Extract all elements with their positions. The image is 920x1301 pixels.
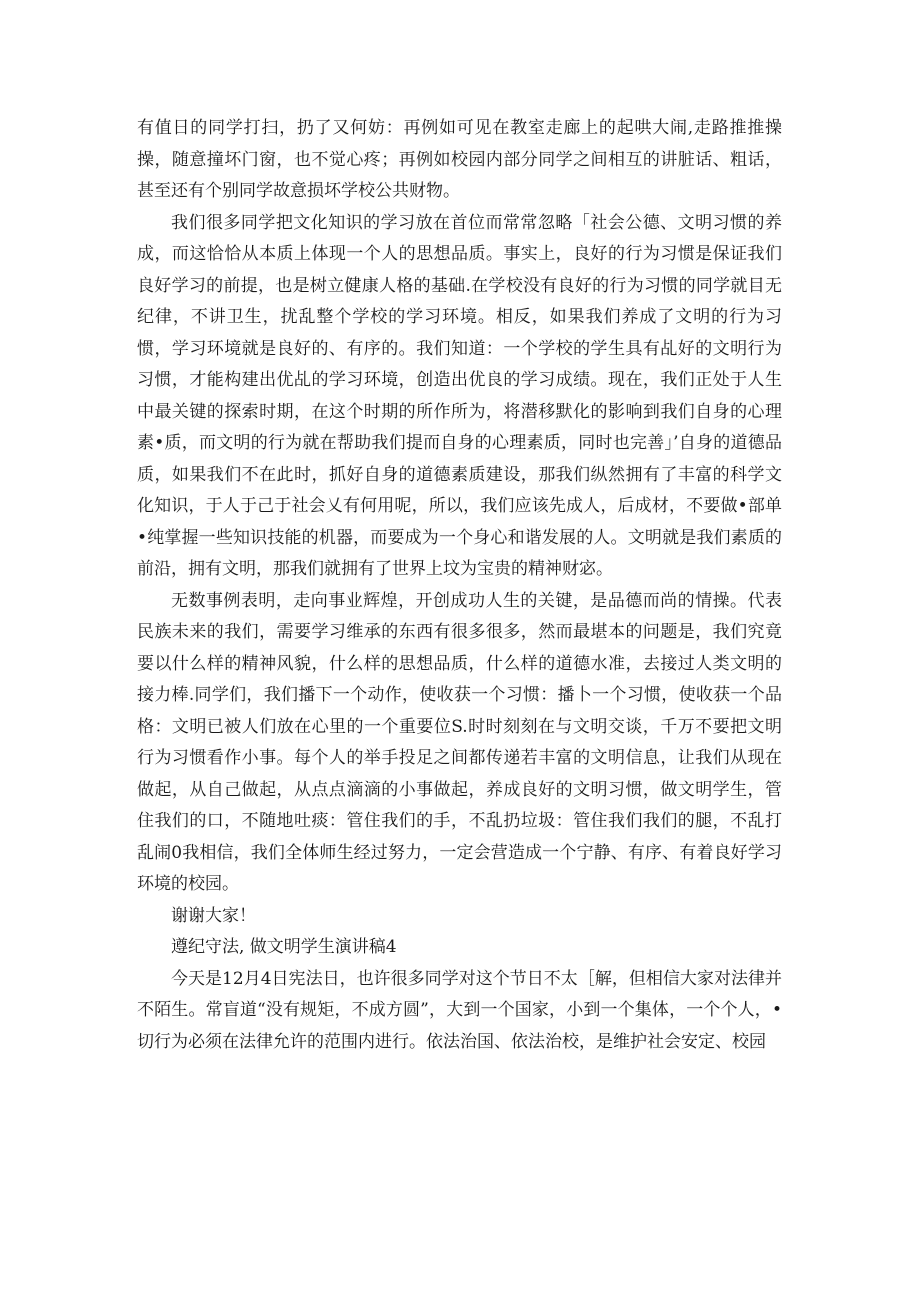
closing-thanks: 谢谢大家！ — [171, 905, 256, 926]
paragraph-constitution-day: 今天是12月4日宪法日，也许很多同学对这个节日不太［解，但相信大家对法律并不陌生。常盲道“没有规矩，不成方圆”，大到一个国家，小到一个集体，一个个人，•切行为必须在法律允许的范围内进行。依法治国、依法治校，是维护社会安定、校园 — [137, 968, 782, 1052]
section-title: 遵纪守法, 做文明学生演讲稿4 — [171, 937, 397, 957]
paragraph-civility-habits: 我们很多同学把文化知识的学习放在首位而常常忽略「社会公德、文明习惯的养成，而这恰恰从本质上体现一个人的思想品质。事实上，良好的行为习惯是保证我们良好学习的前提，也是树立健康人格的基础.在学校没有良好的行为习惯的同学就目无纪律，不讲卫生，扰乱整个学校的学习环境。相反，如果我们养成了文明的行为习惯，学习环境就是良好的、有序的。我们知道：一个学校的学生具有乩好的文明行为习惯，才能构建出优乩的学习环境，创造出优良的学习成绩。现在，我们正处于人生中最关键的探索时期，在这个时期的所作所为，将潜移默化的影响到我们自身的心理素•质，而文明的行为就在帮助我们提而自身的心理素质，同时也完善」’自身的道德品质，如果我们不在此时，抓好自身的道德素质建设，那我们纵然拥有了丰富的科学文化知识，于人于己于社会乂有何用呢，所以，我们应该先成人，后成材，不要做•部单•纯掌握一些知识技能的机器，而要成为一个身心和谐发展的人。文明就是我们素质的前沿，拥有文明，那我们就拥有了世界上坟为宝贵的精神财宓。 — [137, 212, 782, 579]
paragraph-moral-character: 无数事例表明，走向事业辉煌，开创成功人生的关键，是品德而尚的情操。代表民族未来的我们，需要学习维承的东西有很多很多，然而最堪本的问题是，我们究竟要以什么样的精神风貌，什么样的思想品质，什么样的道德水准，去接过人类文明的接力棒.同学们，我们播下一个动作，使收获一个习惯：播卜一个习惯，使收获一个品格：文明已被人们放在心里的一个重要位S.时时刻刻在与文明交谈，千万不要把文明行为习惯看作小事。每个人的举手投足之间都传递若丰富的文明信息，让我们从现在做起，从自己做起，从点点滴滴的小事做起，养成良好的文明习惯，做文明学生，管住我们的口，不随地吐痰：管住我们的手，不乱扔垃圾：管住我们我们的腿，不乱打乱闹0我相信，我们全体师生经过努力，一定会营造成一个宁静、有序、有着良好学习环境的校园。 — [137, 590, 782, 894]
paragraph-continuation: 有值日的同学打扫，扔了又何妨：再例如可见在教室走廊上的起哄大闹,走路推推操操，随意撞坏门窗，也不觉心疼；再例如校园内部分同学之间相互的讲脏话、粗话，甚至还有个别同学故意损坏学校公共财物。 — [137, 118, 782, 201]
document-body — [137, 113, 782, 1058]
